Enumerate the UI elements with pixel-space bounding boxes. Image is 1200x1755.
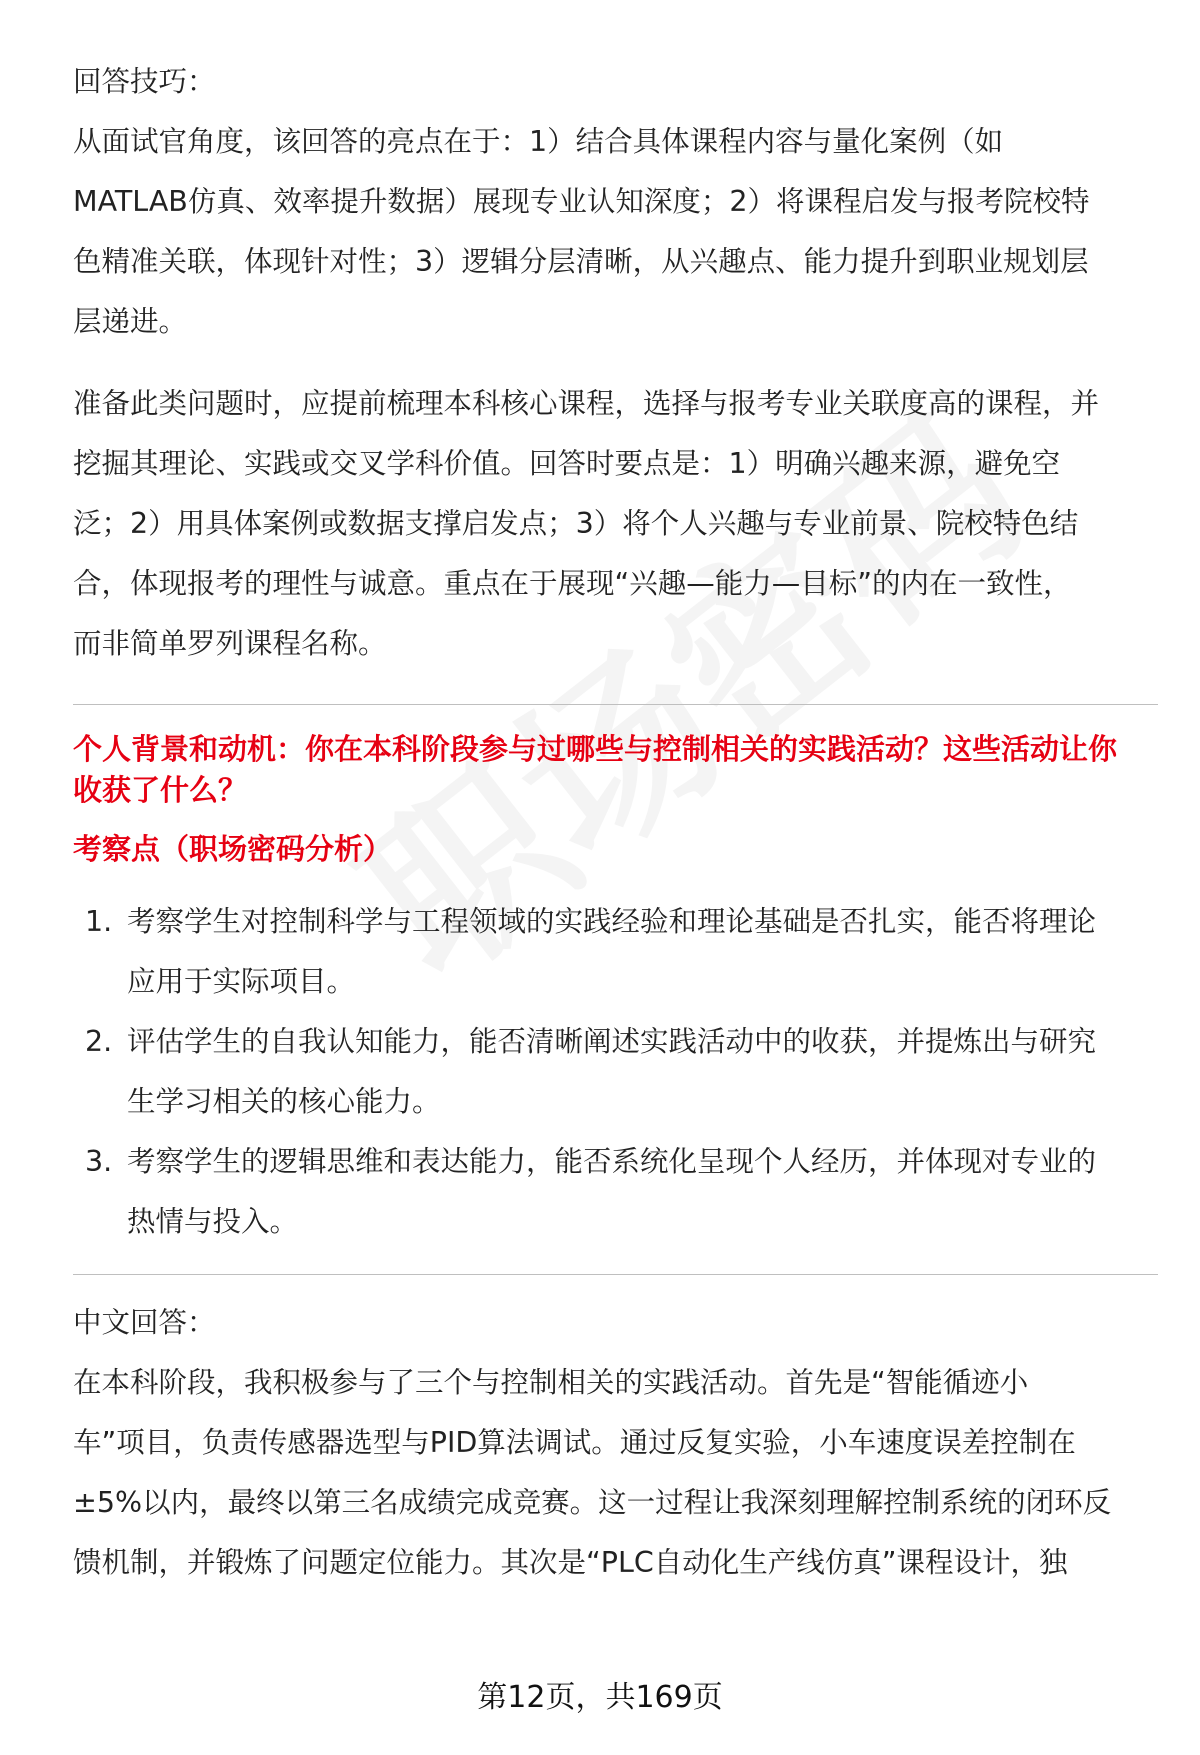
list-number: 2. — [85, 1025, 113, 1058]
answer-paragraph — [73, 1353, 1158, 1593]
list-item — [73, 1012, 1158, 1132]
question-title — [73, 729, 1158, 811]
text-line: 合，体现报考的理性与诚意。重点在于展现“兴趣—能力—目标”的内在一致性， — [73, 567, 1072, 600]
text-line: 在本科阶段，我积极参与了三个与控制相关的实践活动。首先是“智能循迹小 — [73, 1366, 1029, 1399]
text-line: 车”项目，负责传感器选型与PID算法调试。通过反复实验，小车速度误差控制在 — [73, 1426, 1076, 1459]
list-item — [73, 892, 1158, 1012]
tips-paragraph-2 — [73, 374, 1158, 674]
list-item — [73, 1132, 1158, 1252]
text-line: 色精准关联，体现针对性；3）逻辑分层清晰，从兴趣点、能力提升到职业规划层 — [73, 245, 1089, 278]
list-item-line: 考察学生对控制科学与工程领域的实践经验和理论基础是否扎实，能否将理论 — [127, 905, 1097, 938]
question-title-line: 个人背景和动机：你在本科阶段参与过哪些与控制相关的实践活动？这些活动让你 — [73, 732, 1118, 766]
list-item-line: 应用于实际项目。 — [127, 965, 356, 998]
text-line: 而非简单罗列课程名称。 — [73, 627, 387, 660]
list-number: 3. — [85, 1145, 113, 1178]
text-line: 层递进。 — [73, 305, 188, 338]
list-item-line: 热情与投入。 — [127, 1205, 299, 1238]
tips-paragraph-1 — [73, 112, 1158, 352]
list-item-line: 评估学生的自我认知能力，能否清晰阐述实践活动中的收获，并提炼出与研究 — [127, 1025, 1097, 1058]
text-line: 泛；2）用具体案例或数据支撑启发点；3）将个人兴趣与专业前景、院校特色结 — [73, 507, 1079, 540]
text-line: 馈机制，并锻炼了问题定位能力。其次是“PLC自动化生产线仿真”课程设计，独 — [73, 1546, 1068, 1579]
question-title-line: 收获了什么？ — [73, 773, 248, 807]
list-item-line: 生学习相关的核心能力。 — [127, 1085, 441, 1118]
text-line: 准备此类问题时，应提前梳理本科核心课程，选择与报考专业关联度高的课程，并 — [73, 387, 1100, 420]
list-number: 1. — [85, 905, 113, 938]
text-line: 挖掘其理论、实践或交叉学科价值。回答时要点是：1）明确兴趣来源，避免空 — [73, 447, 1061, 480]
page-number-footer: 第12页，共169页 — [477, 1680, 723, 1715]
answer-label: 中文回答： — [73, 1306, 216, 1339]
text-line: 从面试官角度，该回答的亮点在于：1）结合具体课程内容与量化案例（如 — [73, 125, 1004, 158]
document-page — [73, 64, 1158, 1593]
analysis-points-list — [73, 892, 1158, 1252]
list-item-line: 考察学生的逻辑思维和表达能力，能否系统化呈现个人经历，并体现对专业的 — [127, 1145, 1097, 1178]
text-line: MATLAB仿真、效率提升数据）展现专业认知深度；2）将课程启发与报考院校特 — [73, 185, 1090, 218]
text-line: ±5%以内，最终以第三名成绩完成竞赛。这一过程让我深刻理解控制系统的闭环反 — [73, 1486, 1112, 1519]
analysis-subheading: 考察点（职场密码分析） — [73, 832, 393, 866]
tips-label: 回答技巧： — [73, 65, 216, 98]
